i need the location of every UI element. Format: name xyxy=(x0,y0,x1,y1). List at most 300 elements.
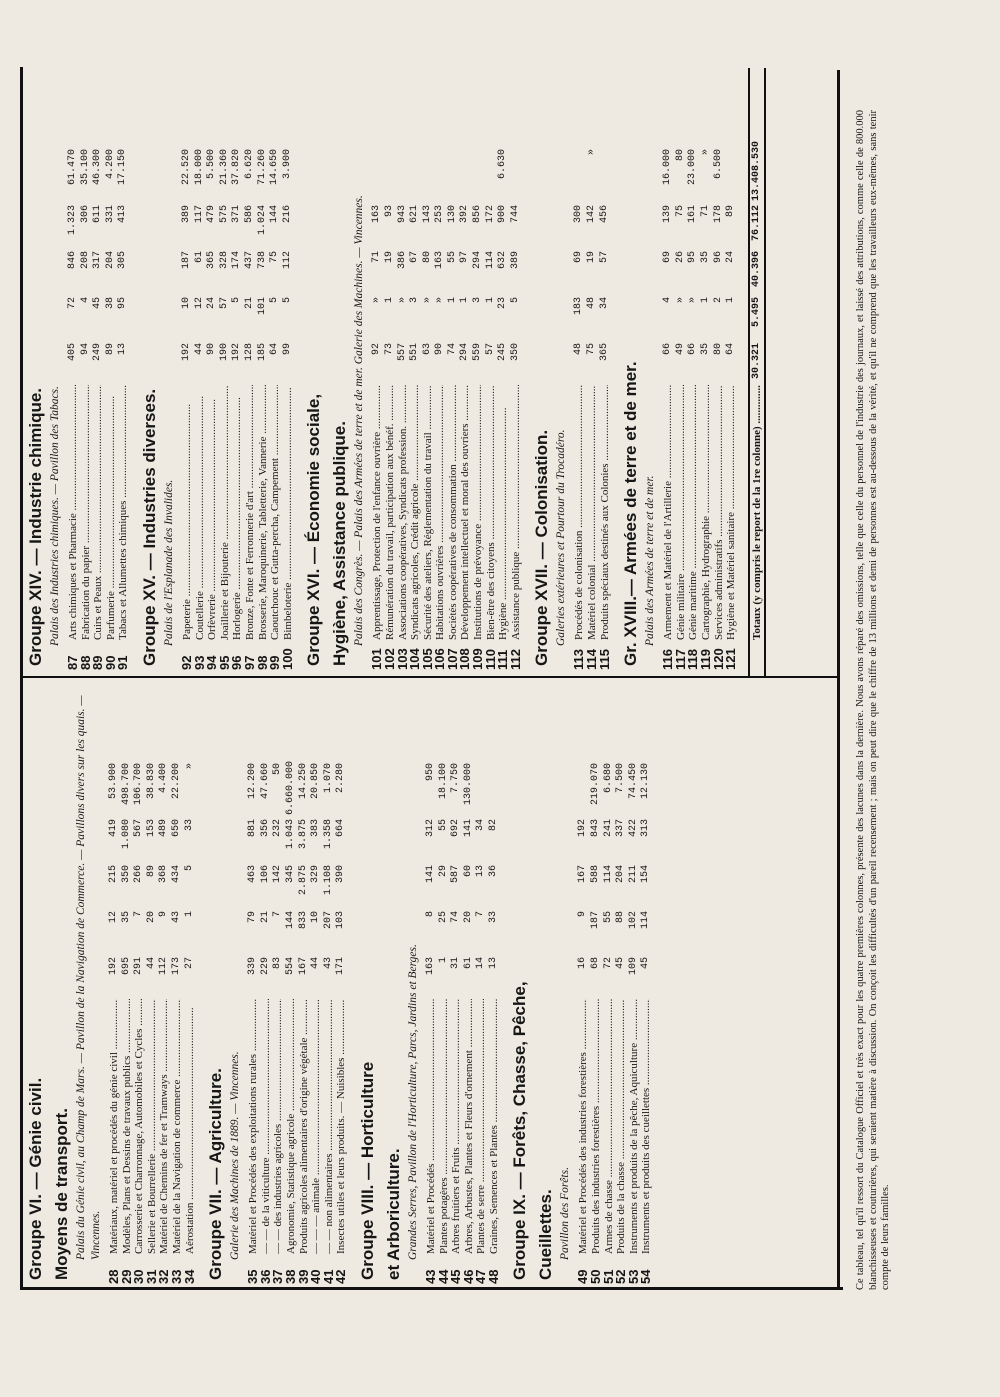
class-number: 39 xyxy=(295,1269,311,1284)
table-row xyxy=(482,68,498,676)
personnel-col: 14.250 xyxy=(297,763,309,800)
class-number: 32 xyxy=(156,1269,172,1284)
count-col-1: 63 xyxy=(421,343,433,356)
personnel-col: 53.900 xyxy=(108,763,119,800)
personnel-col: 20.850 xyxy=(310,763,322,800)
count-col-4: 216 xyxy=(281,205,293,224)
personnel-col: 4.400 xyxy=(158,763,170,794)
class-number: 103 xyxy=(394,648,410,670)
count-col-4: 650 xyxy=(170,819,182,838)
table-row xyxy=(295,682,311,1290)
count-col-2: 9 xyxy=(158,911,170,918)
group-title-line2: Moyens de transport. xyxy=(52,1108,71,1280)
class-number: 88 xyxy=(77,655,93,670)
class-label: Fabrication du papier ..... xyxy=(80,385,93,640)
count-col-2: 187 xyxy=(590,911,602,930)
personnel-col: 22.200 xyxy=(170,763,182,800)
class-label: Arbres fruitiers et Fruits ..... xyxy=(450,999,463,1254)
table-row xyxy=(700,68,713,676)
count-col-1: 365 xyxy=(598,343,610,362)
count-col-1: 75 xyxy=(586,343,598,356)
count-col-3: 587 xyxy=(450,865,462,884)
class-label: Caoutchouc et Gutta-percha, Campement ..... xyxy=(269,385,282,640)
count-col-1: 44 xyxy=(145,957,157,970)
class-number: 108 xyxy=(457,648,473,670)
count-col-1: 112 xyxy=(158,957,170,976)
personnel-col: 14.650 xyxy=(269,149,281,186)
count-col-3: 390 xyxy=(335,865,347,884)
group-location: Pavillon des Forêts. xyxy=(559,1167,572,1260)
table-row xyxy=(507,68,523,676)
count-col-3: 588 xyxy=(590,865,602,884)
count-col-4: 419 xyxy=(108,819,119,838)
count-col-1: 551 xyxy=(409,343,421,362)
class-label: — — de la viticulture ..... xyxy=(260,999,273,1254)
count-col-1: 31 xyxy=(450,957,462,970)
count-col-4: 306 xyxy=(79,205,91,224)
personnel-col: 106.700 xyxy=(133,763,145,806)
class-number: 121 xyxy=(723,648,739,670)
count-col-1: 45 xyxy=(615,957,627,970)
class-number: 87 xyxy=(65,655,80,670)
personnel-col: 50 xyxy=(272,763,284,776)
count-col-1: 35 xyxy=(700,343,711,356)
count-col-2: 23 xyxy=(497,297,509,310)
count-col-4: 456 xyxy=(598,205,610,224)
group-title: Groupe VIII. — Horticulture xyxy=(357,1061,377,1280)
table-row xyxy=(497,68,510,676)
group-title: Groupe XVII. — Colonisation. xyxy=(532,429,552,666)
count-col-4: 586 xyxy=(243,205,255,224)
class-number: 111 xyxy=(495,649,511,670)
personnel-col: 22.520 xyxy=(180,149,192,186)
count-col-1: 171 xyxy=(335,957,347,976)
count-col-4: 331 xyxy=(104,205,116,224)
personnel-col: 950 xyxy=(424,763,436,782)
class-number: 107 xyxy=(444,648,460,670)
class-number: 90 xyxy=(102,655,118,670)
count-col-1: 43 xyxy=(322,957,334,970)
class-label: Bimbeloterie ..... xyxy=(282,385,295,640)
count-col-2: 45 xyxy=(92,297,104,310)
count-col-3: 89 xyxy=(145,865,157,878)
count-col-2: 95 xyxy=(117,297,129,310)
group-title: Groupe VII. — Agriculture. xyxy=(206,1068,226,1280)
count-col-3: 57 xyxy=(598,251,610,264)
count-col-1: 190 xyxy=(218,343,230,362)
count-col-3: 154 xyxy=(640,865,652,884)
count-col-1: 64 xyxy=(269,343,281,356)
count-col-2: 114 xyxy=(640,911,652,930)
count-col-3: 368 xyxy=(158,865,170,884)
count-col-3: 208 xyxy=(79,251,91,270)
table-row xyxy=(158,682,171,1290)
count-col-3: 187 xyxy=(180,251,192,270)
class-number: 118 xyxy=(685,649,701,670)
table-row xyxy=(102,68,118,676)
personnel-col: 12.130 xyxy=(640,763,652,800)
class-label: Syndicats agricoles, Crédit agricole ..... xyxy=(409,385,422,640)
class-label: Armes de chasse ..... xyxy=(603,999,616,1254)
count-col-1: 339 xyxy=(247,957,259,976)
class-number: 99 xyxy=(267,655,283,670)
table-row xyxy=(615,682,628,1290)
count-col-1: 90 xyxy=(206,343,218,356)
count-col-3: 846 xyxy=(67,251,78,270)
count-col-3: 365 xyxy=(206,251,218,270)
group-location: Palais du Génie civil, au Champ de Mars. — Pavillon de la Navigation de Commerce. — Pavillons divers sur les quais. — Vincennes. xyxy=(75,695,102,1260)
count-col-2: 5 xyxy=(231,297,243,304)
class-number: 94 xyxy=(204,655,220,670)
count-col-1: 83 xyxy=(272,957,284,970)
table-row xyxy=(241,68,257,676)
table-row xyxy=(335,682,348,1290)
count-col-4: 856 xyxy=(472,205,484,224)
count-col-3: 738 xyxy=(256,251,268,270)
count-col-4: 82 xyxy=(487,819,499,832)
count-col-4: 744 xyxy=(509,205,521,224)
count-col-3: 55 xyxy=(446,251,458,264)
count-col-4: 161 xyxy=(687,205,699,224)
class-label: Cartographie, Hydrographie ..... xyxy=(700,385,713,640)
count-col-3: 80 xyxy=(421,251,433,264)
count-col-1: 66 xyxy=(662,343,674,356)
count-col-2: 7 xyxy=(133,911,145,918)
table-column-right xyxy=(20,68,840,678)
count-col-4: 943 xyxy=(396,205,408,224)
count-col-2: 21 xyxy=(243,297,255,310)
count-col-3: 71 xyxy=(371,251,383,264)
count-col-4: 141 xyxy=(462,819,474,838)
count-col-1: 163 xyxy=(424,957,436,976)
count-col-4: 356 xyxy=(259,819,271,838)
class-label: — — non alimentaires ..... xyxy=(323,999,336,1254)
count-col-4: 300 xyxy=(573,205,585,224)
count-col-3: 67 xyxy=(409,251,421,264)
count-col-3: 60 xyxy=(462,865,474,878)
count-col-4: 144 xyxy=(269,205,281,224)
count-col-4: 664 xyxy=(335,819,347,838)
count-col-1: 89 xyxy=(104,343,116,356)
personnel-col: » xyxy=(700,149,711,156)
class-label: Brosserie, Maroquinerie, Tabletterie, Vannerie ..... xyxy=(257,385,270,640)
count-col-1: 559 xyxy=(472,343,484,362)
count-col-4: 241 xyxy=(602,819,614,838)
count-col-3: 345 xyxy=(284,865,296,884)
group-block xyxy=(304,68,522,676)
class-number: 98 xyxy=(254,655,270,670)
totals-col-a: 30.321 xyxy=(750,343,762,380)
table-row xyxy=(577,682,590,1290)
group-block xyxy=(26,68,130,676)
table-row xyxy=(77,68,93,676)
count-col-2: 103 xyxy=(335,911,347,930)
count-col-2: 5 xyxy=(281,297,293,304)
count-col-4: 575 xyxy=(218,205,230,224)
table-row xyxy=(460,682,476,1290)
table-row xyxy=(168,682,184,1290)
class-number: 114 xyxy=(584,649,600,670)
class-label: Arbres, Arbustes, Plantes et Fleurs d'ornement ..... xyxy=(463,999,476,1254)
count-col-4: 93 xyxy=(383,205,395,218)
count-col-3: 35 xyxy=(700,251,711,264)
count-col-3: 106 xyxy=(259,865,271,884)
class-label: Instruments et produits de la pêche, Aquiculture ..... xyxy=(628,999,641,1254)
count-col-1: 99 xyxy=(281,343,293,356)
personnel-col: 2.280 xyxy=(335,763,347,794)
group-block xyxy=(621,68,738,676)
count-col-1: 57 xyxy=(484,343,496,356)
count-col-3: 29 xyxy=(437,865,449,878)
table-row xyxy=(118,682,134,1290)
personnel-col: 6.620 xyxy=(243,149,255,180)
class-number: 47 xyxy=(473,1269,489,1284)
count-col-2: 12 xyxy=(193,297,205,310)
group-location: Palais de l'Esplanade des Invalides. xyxy=(162,479,175,646)
totals-col-c: 40.396 xyxy=(750,251,762,288)
count-col-1: 128 xyxy=(243,343,255,362)
count-col-2: » xyxy=(674,297,686,304)
count-col-2: 4 xyxy=(79,297,91,304)
count-col-1: 90 xyxy=(434,343,446,356)
count-col-2: 72 xyxy=(67,297,78,310)
class-label: — — — animale ..... xyxy=(310,999,323,1254)
class-label: Matériel de la Navigation de commerce ..... xyxy=(171,999,184,1254)
class-label: Horlogerie ..... xyxy=(231,385,244,640)
class-number: 96 xyxy=(229,655,245,670)
group-location: Palais des Industries chimiques. — Pavillon des Tabacs. xyxy=(49,386,61,646)
class-number: 44 xyxy=(435,1269,451,1284)
class-label: Armement et Matériel de l'Artillerie ..... xyxy=(662,385,675,640)
count-col-3: 13 xyxy=(475,865,487,878)
count-col-4: 55 xyxy=(437,819,449,832)
count-col-1: 13 xyxy=(117,343,129,356)
count-col-4: 253 xyxy=(434,205,446,224)
count-col-3: 294 xyxy=(472,251,484,270)
count-col-2: 833 xyxy=(297,911,309,930)
count-col-1: 92 xyxy=(371,343,383,356)
count-col-1: 173 xyxy=(170,957,182,976)
class-label: Hygiène ..... xyxy=(497,385,510,640)
table-row xyxy=(409,68,422,676)
table-row xyxy=(257,682,273,1290)
count-col-1: 291 xyxy=(133,957,145,976)
table-row xyxy=(444,68,460,676)
class-label: Plantes potagères ..... xyxy=(438,999,451,1254)
count-col-4: 192 xyxy=(577,819,589,838)
table-row xyxy=(272,682,285,1290)
class-number: 112 xyxy=(507,649,523,670)
count-col-3: 632 xyxy=(497,251,509,270)
count-col-4: 130 xyxy=(446,205,458,224)
table-row xyxy=(625,682,641,1290)
count-col-2: 3 xyxy=(409,297,421,304)
count-col-4: 33 xyxy=(183,819,195,832)
count-col-4: 178 xyxy=(712,205,724,224)
count-col-1: 94 xyxy=(79,343,91,356)
rotated-table-sheet xyxy=(20,70,840,1290)
class-number: 48 xyxy=(485,1269,501,1284)
class-number: 93 xyxy=(191,655,207,670)
count-col-1: 229 xyxy=(259,957,271,976)
personnel-col: 21.360 xyxy=(218,149,230,186)
group-location: Galeries extérieures et Pourtour du Trocadéro. xyxy=(555,429,568,646)
class-label: Bien-être des citoyens ..... xyxy=(485,385,498,640)
count-col-3: 437 xyxy=(243,251,255,270)
count-col-2: 21 xyxy=(259,911,271,924)
count-col-2: 12 xyxy=(108,911,119,924)
count-col-2: 55 xyxy=(602,911,614,924)
class-number: 54 xyxy=(638,1269,654,1284)
count-col-3: 305 xyxy=(117,251,129,270)
table-row xyxy=(710,68,726,676)
count-col-2: 207 xyxy=(322,911,334,930)
personnel-col: 6.500 xyxy=(712,149,724,180)
class-label: Sociétés coopératives de consommation ..... xyxy=(447,385,460,640)
count-col-2: 2 xyxy=(712,297,724,304)
table-row xyxy=(216,68,232,676)
personnel-col: 7.500 xyxy=(615,763,627,794)
count-col-4: 422 xyxy=(627,819,639,838)
count-col-2: 101 xyxy=(256,297,268,316)
class-label: Arts chimiques et Pharmacie ..... xyxy=(67,385,80,640)
group-location: Grandes Serres, Pavillon de l'Horticulture, Parcs, Jardins et Berges. xyxy=(406,944,419,1260)
class-label: Services administratifs ..... xyxy=(713,385,726,640)
count-col-3: 61 xyxy=(193,251,205,264)
table-row xyxy=(320,682,336,1290)
count-col-4: 621 xyxy=(409,205,421,224)
count-col-3: 350 xyxy=(120,865,132,884)
personnel-col: » xyxy=(586,149,598,156)
count-col-2: » xyxy=(421,297,433,304)
count-col-4: 389 xyxy=(180,205,192,224)
count-col-3: 163 xyxy=(434,251,446,270)
class-number: 110 xyxy=(482,649,498,670)
table-row xyxy=(269,68,282,676)
table-row xyxy=(662,68,675,676)
count-col-3: 96 xyxy=(712,251,724,264)
personnel-col: 35.100 xyxy=(79,149,91,186)
class-label: Insectes utiles et leurs produits. — Nuisibles ..... xyxy=(335,999,348,1254)
group-title-line2: Cueillettes. xyxy=(536,1189,556,1280)
count-col-2: 183 xyxy=(573,297,585,316)
class-label: Matériaux, matériel et procédés du génie civil ..... xyxy=(108,999,121,1254)
count-col-4: 337 xyxy=(615,819,627,838)
count-col-3: 142 xyxy=(272,865,284,884)
count-col-2: 4 xyxy=(662,297,674,304)
group-location: Galerie des Machines de 1889. — Vincennes. xyxy=(229,1051,242,1260)
count-col-2: 24 xyxy=(206,297,218,310)
count-col-1: 64 xyxy=(725,343,737,356)
count-col-3: 266 xyxy=(133,865,145,884)
table-row xyxy=(459,68,472,676)
class-label: Parfumerie ..... xyxy=(105,385,118,640)
class-number: 29 xyxy=(118,1269,134,1284)
group-block xyxy=(510,682,653,1290)
count-col-3: 386 xyxy=(396,251,408,270)
count-col-1: 74 xyxy=(446,343,458,356)
class-number: 95 xyxy=(216,655,232,670)
group-title: Groupe XV. — Industries diverses. xyxy=(139,388,159,666)
count-col-3: 75 xyxy=(269,251,281,264)
count-col-1: 73 xyxy=(383,343,395,356)
group-title: Groupe XIV. — Industrie chimique. xyxy=(26,387,45,666)
count-col-2: 7 xyxy=(272,911,284,918)
class-number: 35 xyxy=(245,1269,261,1284)
class-label: Agronomie, Statistique agricole ..... xyxy=(285,999,298,1254)
table-column-left xyxy=(20,682,840,1290)
personnel-col: 3.900 xyxy=(281,149,293,180)
count-col-3: 141 xyxy=(424,865,436,884)
table-row xyxy=(133,682,146,1290)
class-number: 30 xyxy=(131,1269,147,1284)
class-number: 50 xyxy=(588,1269,604,1284)
class-label: Modèles, Plans et Dessins de travaux publics ..... xyxy=(121,999,134,1254)
count-col-2: 33 xyxy=(487,911,499,924)
class-label: Tabacs et Allumettes chimiques ..... xyxy=(117,385,130,640)
personnel-col: 498.700 xyxy=(120,763,132,806)
count-col-2: 1 xyxy=(484,297,496,304)
class-number: 51 xyxy=(600,1269,616,1284)
table-row xyxy=(434,68,447,676)
totals-label: Totaux (y compris le report de la 1re colonne) ..... xyxy=(751,385,764,640)
class-number: 31 xyxy=(143,1269,159,1284)
table-row xyxy=(310,682,323,1290)
class-label: Plantes de serre ..... xyxy=(475,999,488,1254)
count-col-3: 19 xyxy=(586,251,598,264)
count-col-2: » xyxy=(396,297,408,304)
count-col-4: 567 xyxy=(133,819,145,838)
class-label: Apprentissage, Protection de l'enfance ouvrière ..... xyxy=(371,385,384,640)
count-col-3: 24 xyxy=(725,251,737,264)
count-col-2: 10 xyxy=(180,297,192,310)
class-number: 113 xyxy=(571,649,587,670)
count-col-3: 69 xyxy=(662,251,674,264)
table-row xyxy=(279,68,295,676)
personnel-col: 61.470 xyxy=(67,149,78,186)
count-col-1: 695 xyxy=(120,957,132,976)
count-col-3: 69 xyxy=(573,251,585,264)
group-block xyxy=(206,682,348,1290)
count-col-2: 43 xyxy=(170,911,182,924)
count-col-4: 172 xyxy=(484,205,496,224)
class-label: — — des industries agricoles ..... xyxy=(272,999,285,1254)
count-col-2: » xyxy=(434,297,446,304)
count-col-2: 25 xyxy=(437,911,449,924)
count-col-1: 80 xyxy=(712,343,724,356)
count-col-4: 1.024 xyxy=(256,205,268,236)
class-label: Associations coopératives, Syndicats profession. ..... xyxy=(397,385,410,640)
count-col-2: 1 xyxy=(700,297,711,304)
table-row xyxy=(672,68,688,676)
class-number: 101 xyxy=(369,648,385,670)
class-label: Aérostation ..... xyxy=(184,999,197,1254)
count-col-2: 9 xyxy=(577,911,589,918)
table-row xyxy=(371,68,384,676)
count-col-4: 489 xyxy=(158,819,170,838)
count-col-3: 204 xyxy=(104,251,116,270)
table-row xyxy=(725,68,738,676)
count-col-3: 97 xyxy=(459,251,471,264)
personnel-col: 17.150 xyxy=(117,149,129,186)
table-row xyxy=(573,68,586,676)
count-col-2: 8 xyxy=(424,911,436,918)
count-col-3: 95 xyxy=(687,251,699,264)
count-col-4: 371 xyxy=(231,205,243,224)
class-number: 92 xyxy=(178,655,194,670)
count-col-2: 35 xyxy=(120,911,132,924)
class-label: Matériel et Procédés ..... xyxy=(425,999,438,1254)
